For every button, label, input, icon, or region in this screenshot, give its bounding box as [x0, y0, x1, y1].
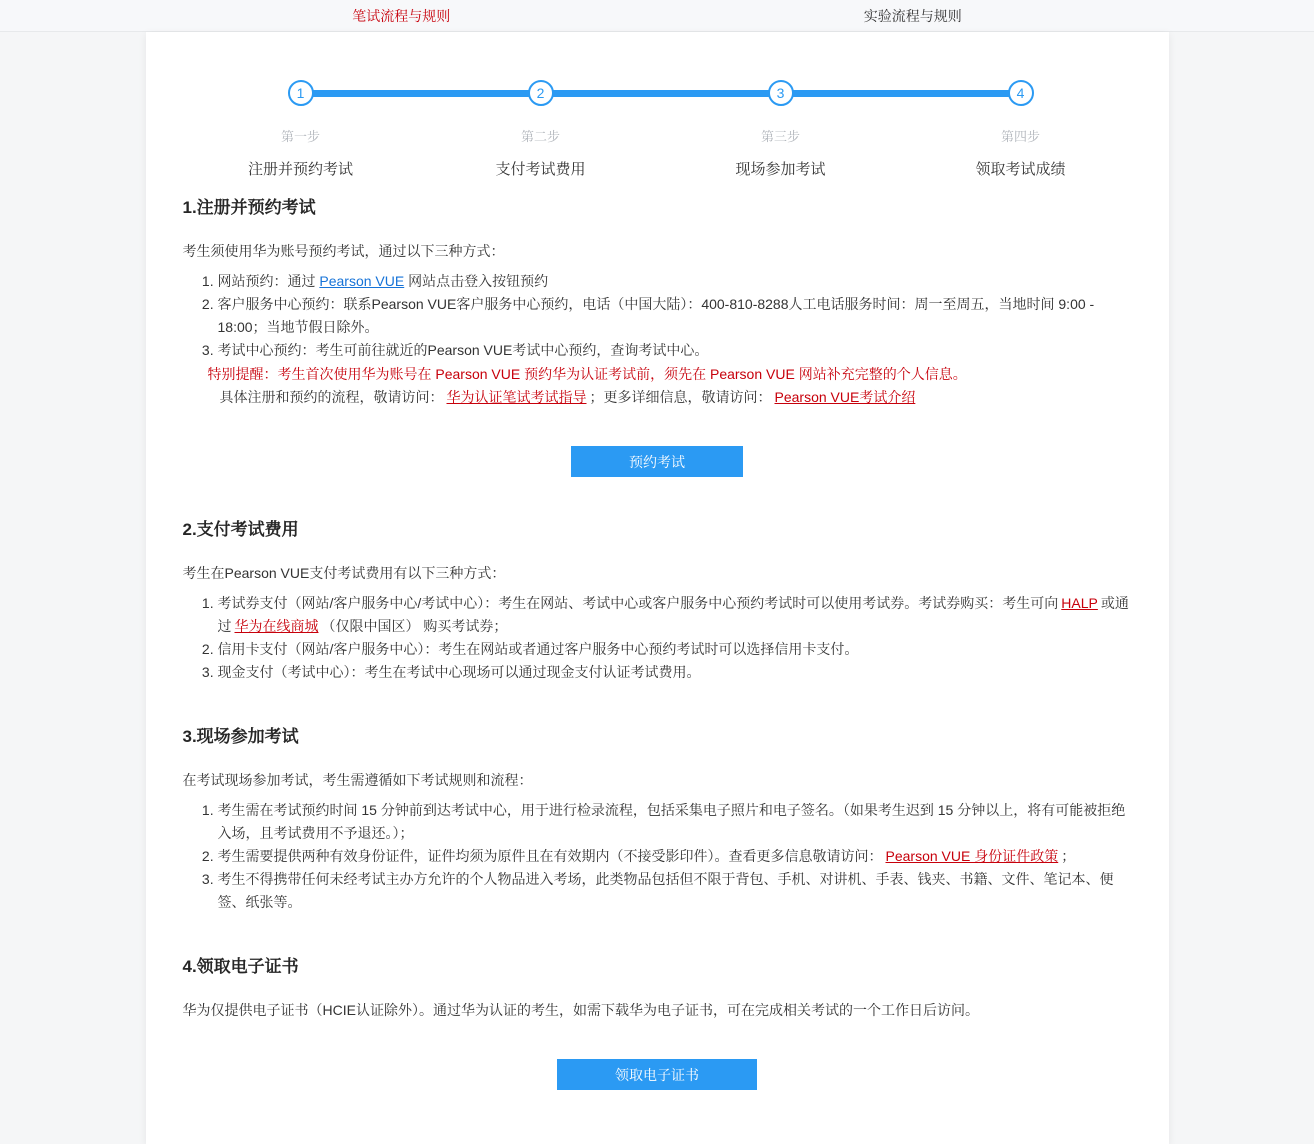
- list-item: 3. 考生不得携带任何未经考试主办方允许的个人物品进入考场，此类物品包括但不限于背包、手机、对讲机、手表、钱夹、书籍、文件、笔记本、便签、纸张等。: [218, 868, 1132, 914]
- huawei-online-store-link[interactable]: 华为在线商城: [234, 618, 319, 634]
- section-pay-exam-fee: [183, 515, 1132, 684]
- list-item: 3. 考试中心预约：考生可前往就近的Pearson VUE考试中心预约，查询考试中心。: [218, 339, 1132, 362]
- step-2-title: 支付考试费用: [495, 161, 586, 178]
- list-item: 3. 现金支付（考试中心）：考生在考试中心现场可以通过现金支付认证考试费用。: [218, 661, 1132, 684]
- tab-bar-inner: [146, 0, 1169, 31]
- item-text: 网站预约：通过: [217, 273, 320, 289]
- step-1-number-badge: 1: [288, 80, 314, 106]
- step-4-title: 领取考试成绩: [975, 161, 1066, 178]
- tab-lab-exam-rules[interactable]: 实验流程与规则: [863, 7, 962, 24]
- list-item: [218, 845, 1132, 868]
- page-content: [146, 193, 1169, 1090]
- pearson-vue-exam-intro-link[interactable]: Pearson VUE考试介绍: [774, 389, 916, 405]
- guide-links-line: [220, 386, 1132, 409]
- tab-bar: [0, 0, 1314, 32]
- section-3-heading: 3.现场参加考试: [182, 727, 299, 746]
- section-attend-exam-onsite: [183, 722, 1132, 914]
- step-4-number-badge: 4: [1008, 80, 1034, 106]
- tab-written-exam-rules[interactable]: 笔试流程与规则: [352, 7, 451, 24]
- list-item: 2. 客户服务中心预约：联系Pearson VUE客户服务中心预约，电话（中国大陆）：400-810-8288人工电话服务时间：周一至周五，当地时间 9:00 - 18:00；当地节假日除外。: [218, 293, 1132, 339]
- guide-text: 具体注册和预约的流程，敬请访问：: [219, 389, 444, 405]
- book-exam-button[interactable]: 预约考试: [571, 446, 743, 477]
- step-3-title: 现场参加考试: [735, 161, 826, 178]
- item-text: 网站点击登入按钮预约: [404, 273, 549, 289]
- item-text: 或通过: [217, 595, 1129, 634]
- step-2-number-badge: 2: [528, 80, 554, 106]
- step-2: [421, 80, 661, 179]
- section-register-and-book: [183, 193, 1132, 477]
- section-4-intro: 华为仅提供电子证书（HCIE认证除外）。通过华为认证的考生，如需下载华为电子证书，可在完成相关考试的一个工作日后访问。: [182, 1002, 979, 1018]
- halp-link[interactable]: HALP: [1061, 595, 1098, 611]
- step-1: [181, 80, 421, 179]
- list-item: 1. 考生需在考试预约时间 15 分钟前到达考试中心，用于进行检录流程，包括采集电子照片和电子签名。（如果考生迟到 15 分钟以上，将有可能被拒绝入场，且考试费用不予退还。）；: [218, 799, 1132, 845]
- step-3: [661, 80, 901, 179]
- section-3-list: [183, 799, 1132, 914]
- section-4-heading: 4.领取电子证书: [182, 957, 299, 976]
- step-3-number-badge: 3: [768, 80, 794, 106]
- pearson-vue-link[interactable]: Pearson VUE: [319, 273, 405, 289]
- section-3-intro: 在考试现场参加考试，考生需遵循如下考试规则和流程：: [182, 772, 533, 788]
- section-2-intro: 考生在Pearson VUE支付考试费用有以下三种方式：: [182, 565, 506, 581]
- step-4-label: 第四步: [1000, 129, 1040, 144]
- exam-process-stepper: [181, 32, 1141, 179]
- step-2-label: 第二步: [520, 129, 560, 144]
- section-1-intro: 考生须使用华为账号预约考试，通过以下三种方式：: [182, 243, 505, 259]
- section-2-heading: 2.支付考试费用: [182, 520, 299, 539]
- step-4: [901, 80, 1141, 179]
- special-reminder-text: 特别提醒：考生首次使用华为账号在 Pearson VUE 预约华为认证考试前，须先在 Pearson VUE 网站补充完整的个人信息。: [207, 366, 967, 382]
- section-1-list: [183, 270, 1132, 362]
- section-get-e-certificate: [183, 952, 1132, 1090]
- pearson-vue-id-policy-link[interactable]: Pearson VUE 身份证件政策: [885, 848, 1059, 864]
- item-text: 考试券支付（网站/客户服务中心/考试中心）：考生在网站、考试中心或客户服务中心预约考试时可以使用考试券。考试券购买：考生可向: [217, 595, 1059, 611]
- section-2-list: [183, 592, 1132, 684]
- list-item: 2. 信用卡支付（网站/客户服务中心）：考生在网站或者通过客户服务中心预约考试时可以选择信用卡支付。: [218, 638, 1132, 661]
- content-card: [146, 32, 1169, 1144]
- get-e-certificate-button[interactable]: 领取电子证书: [557, 1059, 757, 1090]
- list-item: [218, 592, 1132, 638]
- step-1-title: 注册并预约考试: [247, 161, 353, 178]
- stepper-row: [181, 80, 1141, 179]
- step-3-label: 第三步: [760, 129, 800, 144]
- item-text: （仅限中国区） 购买考试券；: [321, 618, 508, 634]
- item-text: ；: [1061, 848, 1076, 864]
- written-exam-guide-link[interactable]: 华为认证笔试考试指导: [446, 389, 587, 405]
- list-item: [218, 270, 1132, 293]
- step-1-label: 第一步: [280, 129, 320, 144]
- item-text: 考生需要提供两种有效身份证件，证件均须为原件且在有效期内（不接受影印件）。查看更多信息敬请访问：: [217, 848, 883, 864]
- section-1-heading: 1.注册并预约考试: [182, 198, 316, 217]
- guide-text: ；更多详细信息，敬请访问：: [589, 389, 772, 405]
